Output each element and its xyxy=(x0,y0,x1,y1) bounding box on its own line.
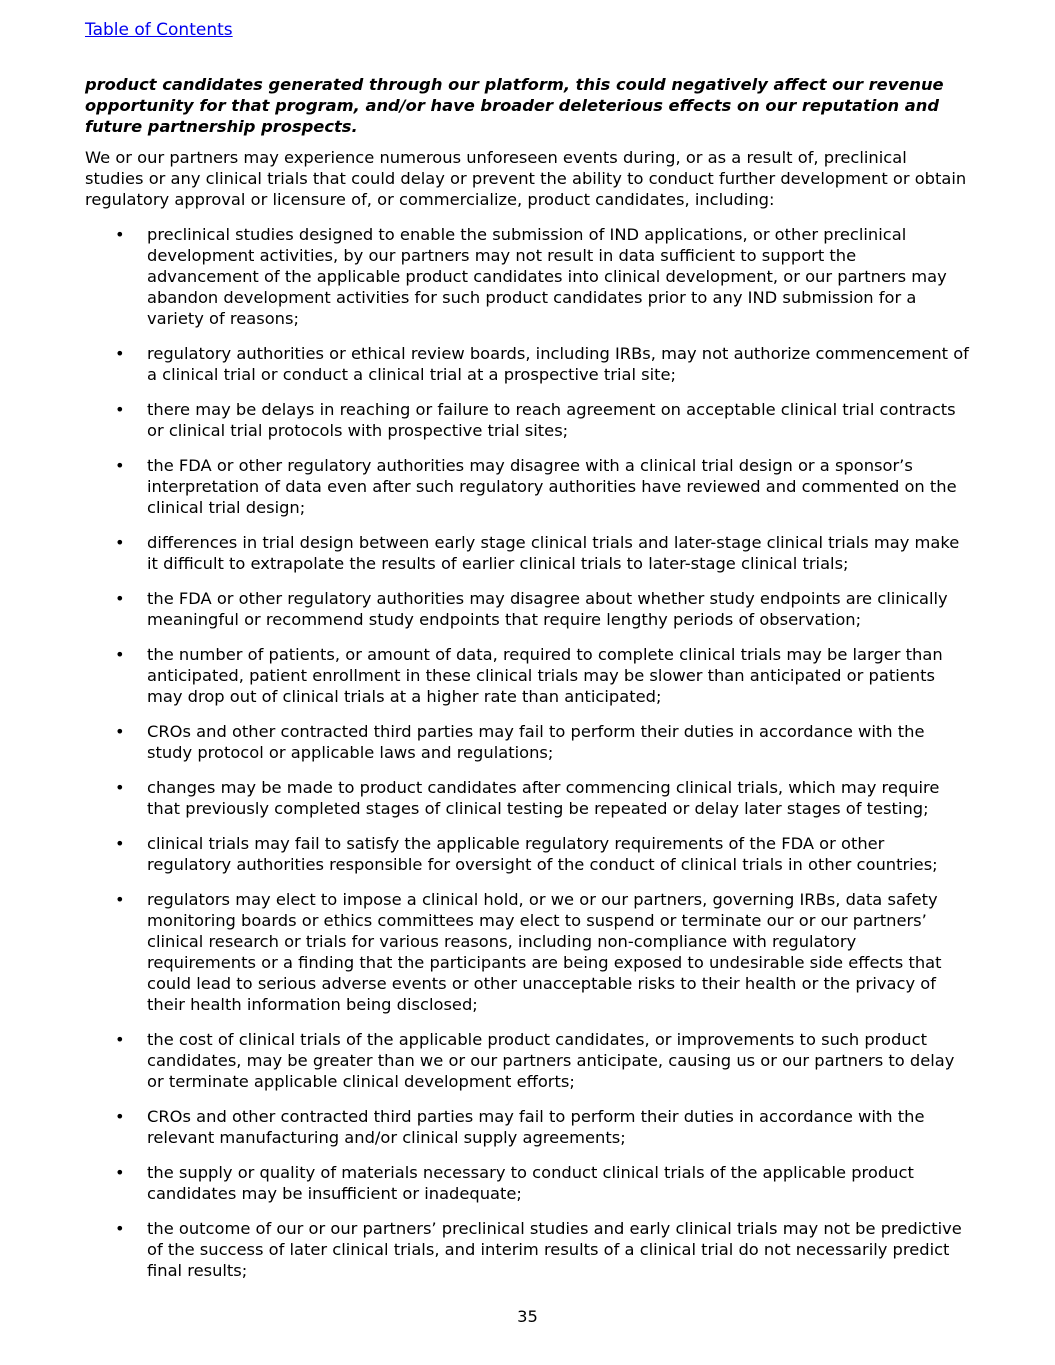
section-heading: product candidates generated through our platform, this could negatively affect our revenue opportunity for that program, and/or have broader deleterious effects on our reputation and future partnership prospects. xyxy=(85,75,944,136)
list-item xyxy=(85,1029,970,1092)
list-item xyxy=(85,1218,970,1281)
bullet-icon: • xyxy=(115,533,125,552)
list-item xyxy=(85,777,970,819)
bullet-icon: • xyxy=(115,645,125,664)
page-content xyxy=(85,74,970,1295)
bullet-icon: • xyxy=(115,1163,125,1182)
list-item xyxy=(85,455,970,518)
list-item-text: the number of patients, or amount of data, required to complete clinical trials may be larger than anticipated, patient enrollment in these clinical trials may be slower than anticipated or patients may drop out of clinical trials at a higher rate than anticipated; xyxy=(147,645,943,706)
bullet-icon: • xyxy=(115,778,125,797)
bullet-icon: • xyxy=(115,589,125,608)
list-item xyxy=(85,224,970,329)
list-item-text: CROs and other contracted third parties may fail to perform their duties in accordance with the study protocol or applicable laws and regulations; xyxy=(147,722,925,762)
table-of-contents-link[interactable]: Table of Contents xyxy=(85,20,233,40)
list-item xyxy=(85,1106,970,1148)
bullet-icon: • xyxy=(115,1107,125,1126)
list-item-text: differences in trial design between early stage clinical trials and later-stage clinical trials may make it difficult to extrapolate the results of earlier clinical trials to later-stage clinical trials; xyxy=(147,533,960,573)
list-item xyxy=(85,399,970,441)
list-item-text: CROs and other contracted third parties may fail to perform their duties in accordance with the relevant manufacturing and/or clinical supply agreements; xyxy=(147,1107,925,1147)
list-item-text: there may be delays in reaching or failure to reach agreement on acceptable clinical trial contracts or clinical trial protocols with prospective trial sites; xyxy=(147,400,956,440)
list-item-text: regulators may elect to impose a clinical hold, or we or our partners, governing IRBs, data safety monitoring boards or ethics committees may elect to suspend or terminate our or our partners’ clinical research or trials for various reasons, including non-compliance with regulatory requirements or a finding that the participants are being exposed to undesirable side effects that could lead to serious adverse events or other unacceptable risks to their health or the privacy of their health information being disclosed; xyxy=(147,890,942,1014)
list-item-text: the outcome of our or our partners’ preclinical studies and early clinical trials may not be predictive of the success of later clinical trials, and interim results of a clinical trial do not necessarily predict final results; xyxy=(147,1219,962,1280)
intro-paragraph: We or our partners may experience numerous unforeseen events during, or as a result of, preclinical studies or any clinical trials that could delay or prevent the ability to conduct further development or obtain regulatory approval or licensure of, or commercialize, product candidates, including: xyxy=(85,148,967,209)
bullet-icon: • xyxy=(115,456,125,475)
bullet-icon: • xyxy=(115,400,125,419)
bullet-icon: • xyxy=(115,344,125,363)
bullet-icon: • xyxy=(115,890,125,909)
list-item-text: the supply or quality of materials necessary to conduct clinical trials of the applicable product candidates may be insufficient or inadequate; xyxy=(147,1163,914,1203)
list-item-text: clinical trials may fail to satisfy the applicable regulatory requirements of the FDA or other regulatory authorities responsible for oversight of the conduct of clinical trials in other countries; xyxy=(147,834,938,874)
bullet-icon: • xyxy=(115,1030,125,1049)
list-item-text: preclinical studies designed to enable the submission of IND applications, or other preclinical development activities, by our partners may not result in data sufficient to support the advancement of the applicable product candidates into clinical development, or our partners may abandon development activities for such product candidates prior to any IND submission for a variety of reasons; xyxy=(147,225,947,328)
list-item-text: the FDA or other regulatory authorities may disagree with a clinical trial design or a sponsor’s interpretation of data even after such regulatory authorities have reviewed and commented on the clinical trial design; xyxy=(147,456,957,517)
list-item xyxy=(85,644,970,707)
bullet-list xyxy=(85,224,970,1281)
bullet-icon: • xyxy=(115,1219,125,1238)
list-item xyxy=(85,343,970,385)
list-item xyxy=(85,588,970,630)
list-item xyxy=(85,721,970,763)
list-item-text: changes may be made to product candidates after commencing clinical trials, which may require that previously completed stages of clinical testing be repeated or delay later stages of testing; xyxy=(147,778,940,818)
list-item-text: regulatory authorities or ethical review boards, including IRBs, may not authorize commencement of a clinical trial or conduct a clinical trial at a prospective trial site; xyxy=(147,344,969,384)
list-item xyxy=(85,532,970,574)
list-item xyxy=(85,889,970,1015)
list-item-text: the cost of clinical trials of the applicable product candidates, or improvements to such product candidates, may be greater than we or our partners anticipate, causing us or our partners to delay or terminate applicable clinical development efforts; xyxy=(147,1030,955,1091)
bullet-icon: • xyxy=(115,225,125,244)
list-item xyxy=(85,833,970,875)
bullet-icon: • xyxy=(115,722,125,741)
page-number: 35 xyxy=(517,1307,538,1326)
bullet-icon: • xyxy=(115,834,125,853)
list-item xyxy=(85,1162,970,1204)
list-item-text: the FDA or other regulatory authorities may disagree about whether study endpoints are clinically meaningful or recommend study endpoints that require lengthy periods of observation; xyxy=(147,589,948,629)
